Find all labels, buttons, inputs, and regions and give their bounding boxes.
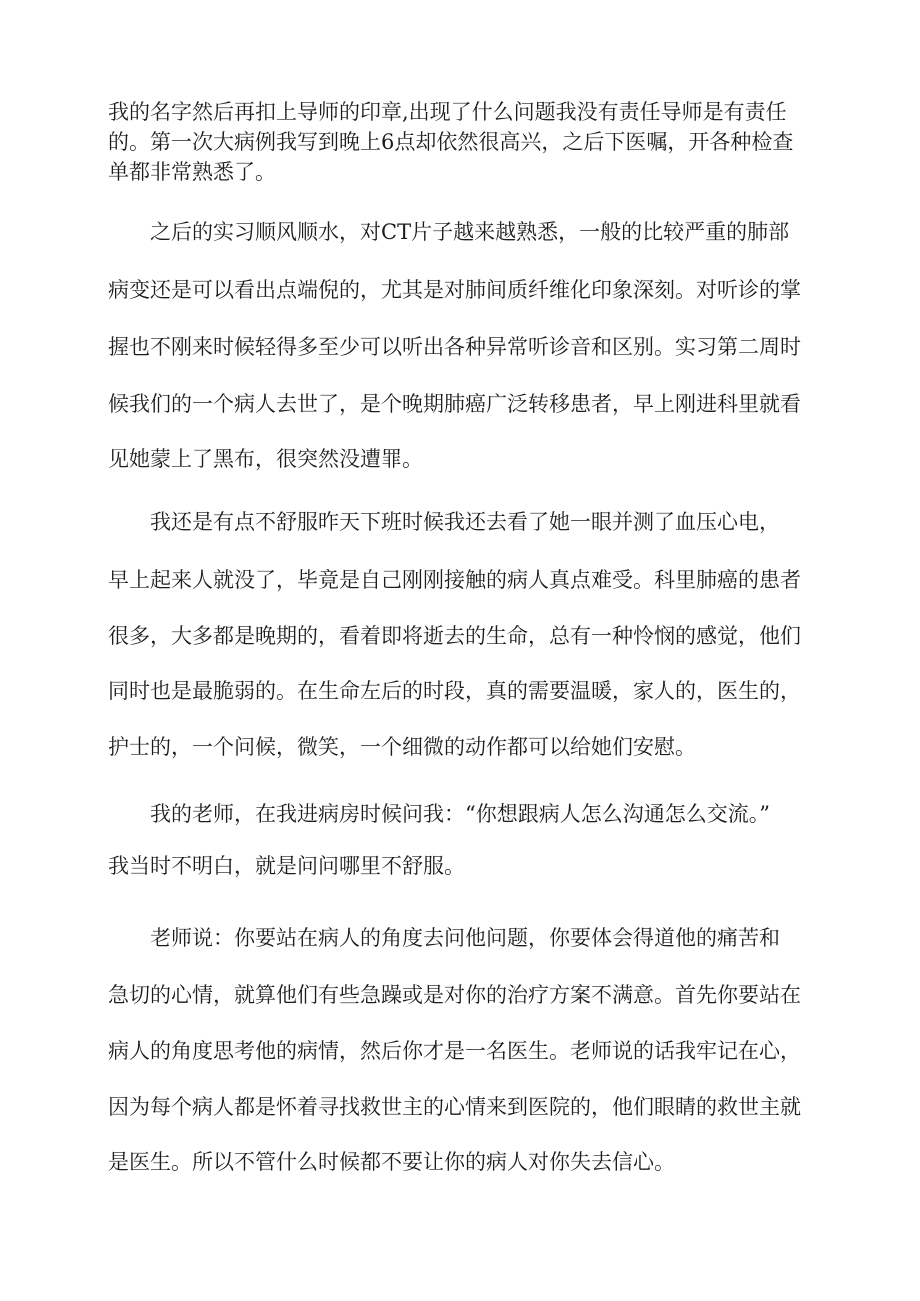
text-line: 我当时不明白，就是问问哪里不舒服。 xyxy=(108,854,465,878)
text-line: 很多，大多都是晚期的，看着即将逝去的生命，总有一种怜悯的感觉，他们 xyxy=(108,624,801,648)
text-line: 老师说：你要站在病人的角度去问他问题，你要体会得道他的痛苦和 xyxy=(150,926,780,950)
text-line: 我的名字然后再扣上导师的印章,出现了什么问题我没有责任导师是有责任 xyxy=(108,100,787,124)
text-line: 同时也是最脆弱的。在生命左后的时段，真的需要温暖，家人的，医生的， xyxy=(108,679,801,703)
text-line: 候我们的一个病人去世了，是个晚期肺癌广泛转移患者，早上刚进科里就看 xyxy=(108,392,801,416)
text-line: 病变还是可以看出点端倪的，尤其是对肺间质纤维化印象深刻。对听诊的掌 xyxy=(108,278,801,302)
text-line: 单都非常熟悉了。 xyxy=(108,160,276,184)
text-line: 我的老师，在我进病房时候问我：“你想跟病人怎么沟通怎么交流。” xyxy=(150,802,770,826)
text-line: 握也不刚来时候轻得多至少可以听出各种异常听诊音和区别。实习第二周时 xyxy=(108,335,801,359)
text-line: 我还是有点不舒服昨天下班时候我还去看了她一眼并测了血压心电， xyxy=(150,510,780,534)
text-line: 之后的实习顺风顺水，对CT片子越来越熟悉，一般的比较严重的肺部 xyxy=(150,220,790,244)
text-line: 的。第一次大病例我写到晚上6点却依然很高兴，之后下医嘱，开各种检查 xyxy=(108,130,794,154)
text-line: 病人的角度思考他的病情，然后你才是一名医生。老师说的话我牢记在心， xyxy=(108,1039,801,1063)
text-line: 急切的心情，就算他们有些急躁或是对你的治疗方案不满意。首先你要站在 xyxy=(108,983,801,1007)
text-line: 早上起来人就没了，毕竟是自己刚刚接触的病人真点难受。科里肺癌的患者 xyxy=(108,568,801,592)
text-line: 因为每个病人都是怀着寻找救世主的心情来到医院的，他们眼睛的救世主就 xyxy=(108,1095,801,1119)
text-line: 护士的，一个问候，微笑，一个细微的动作都可以给她们安慰。 xyxy=(108,735,696,759)
text-line: 见她蒙上了黑布，很突然没遭罪。 xyxy=(108,447,423,471)
text-line: 是医生。所以不管什么时候都不要让你的病人对你失去信心。 xyxy=(108,1150,675,1174)
